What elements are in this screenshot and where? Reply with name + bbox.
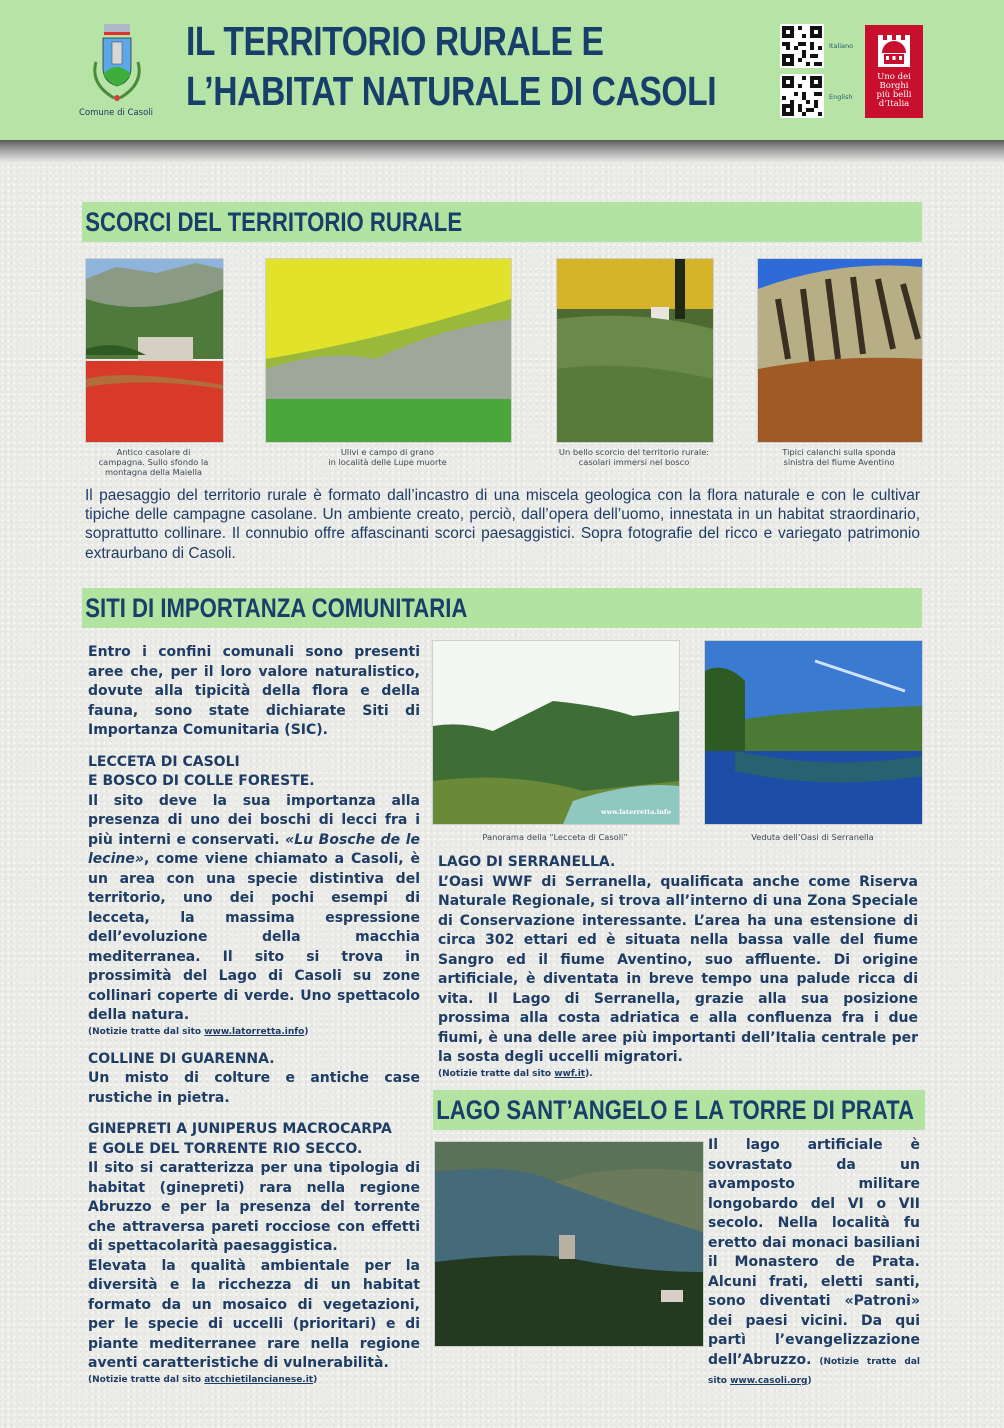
- ginepreti-text-1: Il sito si caratterizza per una tipologia di habitat (ginepreti) rara nella regione Abruzzo e per la presenza del torrente che attraversa pareti rocciose con effetti di spettacolarità paesaggistica.: [88, 1160, 420, 1254]
- guarenna-text: Un misto di colture e antiche case rustiche in pietra.: [88, 1070, 420, 1106]
- latorretta-link[interactable]: www.latorretta.info: [204, 1026, 305, 1037]
- photo-caption: Veduta dell’Oasi di Serranella: [751, 832, 874, 842]
- serranella-source-note: (Notizie tratte dal sito wwf.it).: [438, 1068, 593, 1079]
- section-heading-lago-santangelo: LAGO SANT’ANGELO E LA TORRE DI PRATA: [433, 1090, 925, 1130]
- siti-left-column: [88, 643, 420, 1386]
- section-heading-scorci: SCORCI DEL TERRITORIO RURALE: [82, 202, 922, 242]
- wwf-link[interactable]: wwf.it: [554, 1068, 586, 1079]
- guarenna-title: COLLINE DI GUARENNA.: [88, 1050, 275, 1067]
- casoli-source-note: (Notizie tratte dal sito www.casoli.org): [708, 1356, 920, 1386]
- olive-grove-wheat-photo: [265, 258, 512, 443]
- photo-watermark: www.laterretta.info: [600, 808, 671, 816]
- rural-territory-paragraph: Il paesaggio del territorio rurale è formato dall’incastro di una miscela geologica con la flora naturale e con le cultivar tipiche delle campagne casolane. Un ambiente creato, perciò, dall’opera dell’uomo, innestata in un habitat straordinario, soprattutto collinare. Il connubio offre affascinanti scorci paesaggistici. Sopra fotografie del ricco e variegato patrimonio extraurbano di Casoli.: [85, 487, 920, 562]
- photo-caption: Antico casolare di campagna. Sullo sfondo la montagna della Maiella: [98, 447, 209, 477]
- qr-italiano-label: Italiano: [829, 42, 854, 50]
- lecceta-source-note: (Notizie tratte dal sito www.latorretta.info): [88, 1026, 309, 1037]
- lago-santangelo-text-block: [708, 1136, 920, 1390]
- serranella-text: L’Oasi WWF di Serranella, qualificata anche come Riserva Naturale Regionale, si trova all’interno di una Zona Speciale di Conservazione interessante. L’area ha una estensione di circa 302 ettari ed è situata nella bassa valle del fiume Sangro ed il fiume Aventino, suo affluente. Di origine artificiale, è diventata in breve tempo una palude ricca di vita. Il Lago di Serranella, grazie alla sua posizione prossima alla costa adriatica e alla confluenza fra i due fiumi, è una delle aree più importanti dell’Italia centrale per la sosta degli uccelli migratori.: [438, 873, 918, 1065]
- farmhouse-poppies-photo: [85, 258, 224, 443]
- lecceta-title: LECCETA DI CASOLI E BOSCO DI COLLE FORESTE.: [88, 753, 315, 789]
- qr-code-english-icon[interactable]: [780, 74, 824, 118]
- serranella-block: [438, 853, 918, 1080]
- title-line-1: IL TERRITORIO RURALE E: [186, 18, 604, 64]
- photo-caption: Panorama della “Lecceta di Casoli”: [482, 832, 628, 842]
- qr-code-italiano-icon[interactable]: [780, 24, 824, 68]
- photo-caption: Ulivi e campo di grano in località delle Lupe muorte: [328, 447, 447, 467]
- casoli-link[interactable]: www.casoli.org: [730, 1376, 808, 1386]
- rural-woodland-photo: [556, 258, 714, 443]
- castle-icon: [874, 29, 914, 69]
- crest-caption: Comune di Casoli: [78, 108, 154, 118]
- siti-intro: Entro i confini comunali sono presenti aree che, per il loro valore naturalistico, dovute alla tipicità della flora e della fauna, sono state dichiarate Siti di Importanza Comunitaria (SIC).: [88, 644, 420, 738]
- calanchi-photo: [757, 258, 923, 443]
- section-heading-siti: SITI DI IMPORTANZA COMUNITARIA: [82, 588, 922, 628]
- photo-caption: Un bello scorcio del territorio rurale: casolari immersi nel bosco: [558, 447, 710, 467]
- borghi-logo-text: Uno dei Borghi più belli d’Italia: [876, 72, 912, 109]
- qr-english-label: English: [829, 93, 853, 101]
- lecceta-panorama-photo: [432, 640, 680, 825]
- atc-link[interactable]: atcchietilancianese.it: [204, 1374, 314, 1385]
- serranella-lake-photo: [704, 640, 923, 825]
- lake-tower-aerial-photo: [434, 1141, 704, 1347]
- casoli-crest-icon: [88, 22, 146, 108]
- ginepreti-source-note: (Notizie tratte dal sito atcchietilancianese.it): [88, 1374, 318, 1385]
- ginepreti-title: GINEPRETI A JUNIPERUS MACROCARPA E GOLE DEL TORRENTE RIO SECCO.: [88, 1121, 392, 1157]
- serranella-title: LAGO DI SERRANELLA.: [438, 854, 616, 870]
- ginepreti-text-2: Elevata la qualità ambientale per la diversità e la ricchezza di un habitat formato da un mosaico di vegetazioni, per le specie di uccelli (prioritari) e di piante mediterranee rare nella regione aventi caratteristiche di vulnerabilità.: [88, 1257, 420, 1371]
- photo-caption: Tipici calanchi sulla sponda sinistra del fiume Aventino: [782, 447, 896, 467]
- page-title: [186, 16, 717, 116]
- borghi-piu-belli-logo: [865, 25, 923, 118]
- title-line-2: L’HABITAT NATURALE DI CASOLI: [186, 68, 717, 114]
- lago-santangelo-text: Il lago artificiale è sovrastato da un avamposto militare longobardo del VI o VII secolo. Nella località fu eretto dai monaci basiliani il Monastero de Prata. Alcuni frati, eletti santi, sono diventati «Patroni» dei paesi vicini. Da qui partì l’evangelizzazione dell’Abruzzo.: [708, 1137, 920, 1368]
- lecceta-text: Il sito deve la sua importanza alla presenza di uno dei boschi di lecci fra i più interni e conservati. «Lu Bosche de le lecine», come viene chiamato a Casoli, è un area con una specie distintiva del territorio, uno dei pochi esempi di lecceta, la massima espressione dell’evoluzione della macchia mediterranea. Il sito si trova in prossimità del Lago di Casoli su zone collinari coperte di verde. Uno spettacolo della natura.: [88, 792, 420, 1023]
- header-shadow: [0, 140, 1004, 162]
